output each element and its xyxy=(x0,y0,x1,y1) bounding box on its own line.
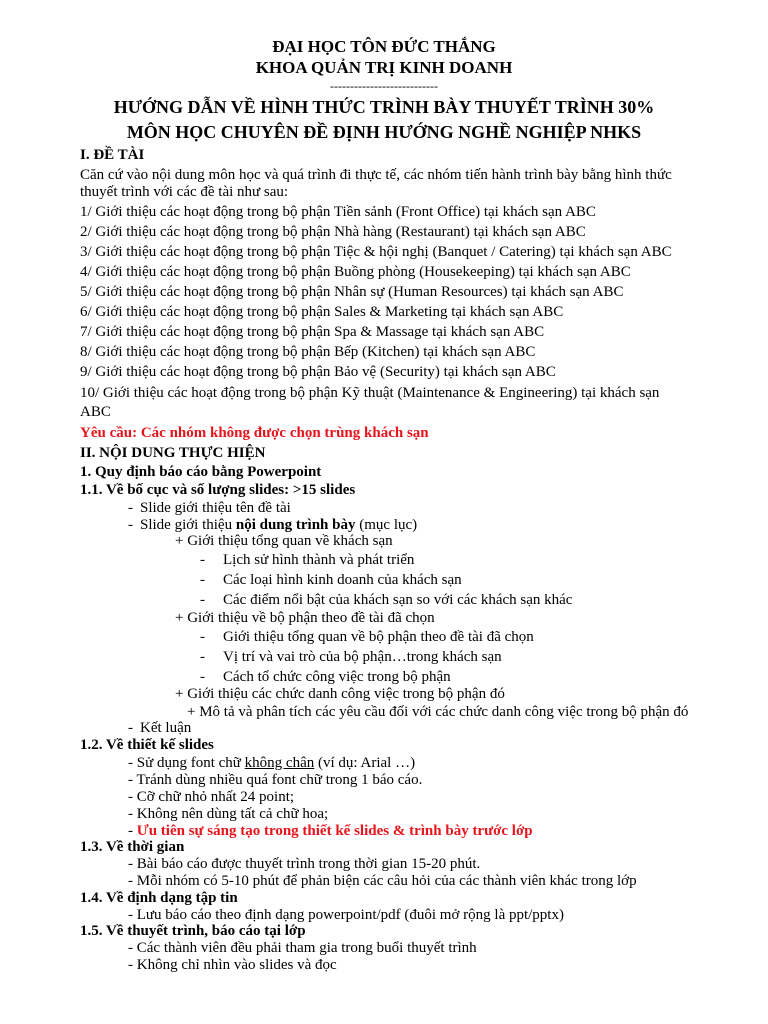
list-item: - Không nên dùng tất cả chữ hoa; xyxy=(128,806,329,822)
document-title-line1: HƯỚNG DẪN VỀ HÌNH THỨC TRÌNH BÀY THUYẾT TRÌNH 30% xyxy=(113,97,655,117)
topic-item: 9/ Giới thiệu các hoạt động trong bộ phận Bảo vệ (Security) tại khách sạn ABC xyxy=(80,364,556,380)
dash-bullet: - xyxy=(128,500,133,516)
list-item-text-suffix: (mục lục) xyxy=(355,517,418,533)
topic-item: 5/ Giới thiệu các hoạt động trong bộ phận Nhân sự (Human Resources) tại khách sạn ABC xyxy=(80,284,624,300)
list-item: - Lưu báo cáo theo định dạng powerpoint/pdf (đuôi mở rộng là ppt/pptx) xyxy=(128,907,564,923)
topic-item: ABC xyxy=(80,404,111,420)
list-item: - Không chỉ nhìn vào slides và đọc xyxy=(128,957,337,973)
section1-intro-line1: Căn cứ vào nội dung môn học và quá trình đi thực tế, các nhóm tiến hành trình bày bằng hình thức xyxy=(80,167,672,183)
nested-item-text: Cách tổ chức công việc trong bộ phận xyxy=(223,669,451,685)
topic-item: 2/ Giới thiệu các hoạt động trong bộ phận Nhà hàng (Restaurant) tại khách sạn ABC xyxy=(80,224,586,240)
topic-item: 6/ Giới thiệu các hoạt động trong bộ phận Sales & Marketing tại khách sạn ABC xyxy=(80,304,564,320)
creativity-priority-note: Ưu tiên sự sáng tạo trong thiết kế slides & trình bày trước lớp xyxy=(136,823,533,839)
plus-item: + Mô tả và phân tích các yêu cầu đối với các chức danh công việc trong bộ phận đó xyxy=(187,704,689,720)
topic-item: 7/ Giới thiệu các hoạt động trong bộ phận Spa & Massage tại khách sạn ABC xyxy=(80,324,545,340)
requirement-note: Yêu cầu: Các nhóm không được chọn trùng khách sạn xyxy=(80,425,429,441)
subsection-1-2-heading: 1.2. Về thiết kế slides xyxy=(80,737,214,753)
list-item: - Bài báo cáo được thuyết trình trong thời gian 15-20 phút. xyxy=(128,856,481,872)
nested-item xyxy=(200,550,414,570)
list-item: - Tránh dùng nhiều quá font chữ trong 1 báo cáo. xyxy=(128,772,423,788)
dash-bullet: - xyxy=(200,572,205,588)
section1-heading: I. ĐỀ TÀI xyxy=(80,147,145,163)
list-item-text: Kết luận xyxy=(140,720,192,736)
dash-bullet: - xyxy=(200,552,205,568)
section2-heading: II. NỘI DUNG THỰC HIỆN xyxy=(80,445,266,461)
subsection-1-1-heading: 1.1. Về bố cục và số lượng slides: >15 slides xyxy=(80,482,356,498)
topic-item: 8/ Giới thiệu các hoạt động trong bộ phận Bếp (Kitchen) tại khách sạn ABC xyxy=(80,344,536,360)
topic-item: 3/ Giới thiệu các hoạt động trong bộ phận Tiệc & hội nghị (Banquet / Catering) tại khách sạn ABC xyxy=(80,244,672,260)
dash-bullet: - xyxy=(128,823,137,839)
faculty-name: KHOA QUẢN TRỊ KINH DOANH xyxy=(255,58,513,77)
list-item-text-bold: nội dung trình bày xyxy=(235,517,356,533)
plus-item: + Giới thiệu về bộ phận theo đề tài đã chọn xyxy=(175,610,435,626)
subsection-1-4-heading: 1.4. Về định dạng tập tin xyxy=(80,890,238,906)
list-item: - Cỡ chữ nhỏ nhất 24 point; xyxy=(128,789,295,805)
plus-item: + Giới thiệu tổng quan về khách sạn xyxy=(175,533,393,549)
list-item: - Mỗi nhóm có 5-10 phút để phản biện các câu hỏi của các thành viên khác trong lớp xyxy=(128,873,637,889)
nested-item xyxy=(200,647,502,667)
list-item-text-suffix: (ví dụ: Arial …) xyxy=(314,755,416,771)
header-divider: --------------------------- xyxy=(330,79,438,93)
list-item xyxy=(128,821,533,841)
list-item-text-prefix: - Sử dụng font chữ xyxy=(128,755,245,771)
nested-item xyxy=(200,570,462,590)
nested-item-text: Các điểm nổi bật của khách sạn so với các khách sạn khác xyxy=(223,592,573,608)
dash-bullet: - xyxy=(128,517,133,533)
list-item-text: Slide giới thiệu tên đề tài xyxy=(140,500,291,516)
university-name: ĐẠI HỌC TÔN ĐỨC THẮNG xyxy=(272,37,496,56)
list-item-text-prefix: Slide giới thiệu xyxy=(140,517,236,533)
list-item: - Các thành viên đều phải tham gia trong buổi thuyết trình xyxy=(128,940,477,956)
nested-item-text: Các loại hình kinh doanh của khách sạn xyxy=(223,572,462,588)
plus-item: + Giới thiệu các chức danh công việc trong bộ phận đó xyxy=(175,686,505,702)
section1-intro-line2: thuyết trình với các đề tài như sau: xyxy=(80,184,289,200)
subsection-1-heading: 1. Quy định báo cáo bằng Powerpoint xyxy=(80,464,322,480)
document-title-line2: MÔN HỌC CHUYÊN ĐỀ ĐỊNH HƯỚNG NGHỀ NGHIỆP NHKS xyxy=(126,122,642,142)
subsection-1-3-heading: 1.3. Về thời gian xyxy=(80,839,185,855)
dash-bullet: - xyxy=(200,592,205,608)
subsection-1-5-heading: 1.5. Về thuyết trình, báo cáo tại lớp xyxy=(80,923,306,939)
nested-item-text: Lịch sử hình thành và phát triển xyxy=(223,552,415,568)
dash-bullet: - xyxy=(128,720,133,736)
topic-item: 4/ Giới thiệu các hoạt động trong bộ phận Buồng phòng (Housekeeping) tại khách sạn ABC xyxy=(80,264,631,280)
dash-bullet: - xyxy=(200,629,205,645)
topic-item: 10/ Giới thiệu các hoạt động trong bộ phận Kỹ thuật (Maintenance & Engineering) tại khách sạn xyxy=(80,385,660,401)
nested-item xyxy=(200,590,572,610)
topic-item: 1/ Giới thiệu các hoạt động trong bộ phận Tiền sảnh (Front Office) tại khách sạn ABC xyxy=(80,204,596,220)
dash-bullet: - xyxy=(200,649,205,665)
nested-item-text: Vị trí và vai trò của bộ phận…trong khách sạn xyxy=(223,649,502,665)
list-item-text-underlined: không chân xyxy=(244,755,315,771)
dash-bullet: - xyxy=(200,669,205,685)
nested-item xyxy=(200,627,534,647)
nested-item-text: Giới thiệu tổng quan về bộ phận theo đề tài đã chọn xyxy=(223,629,534,645)
